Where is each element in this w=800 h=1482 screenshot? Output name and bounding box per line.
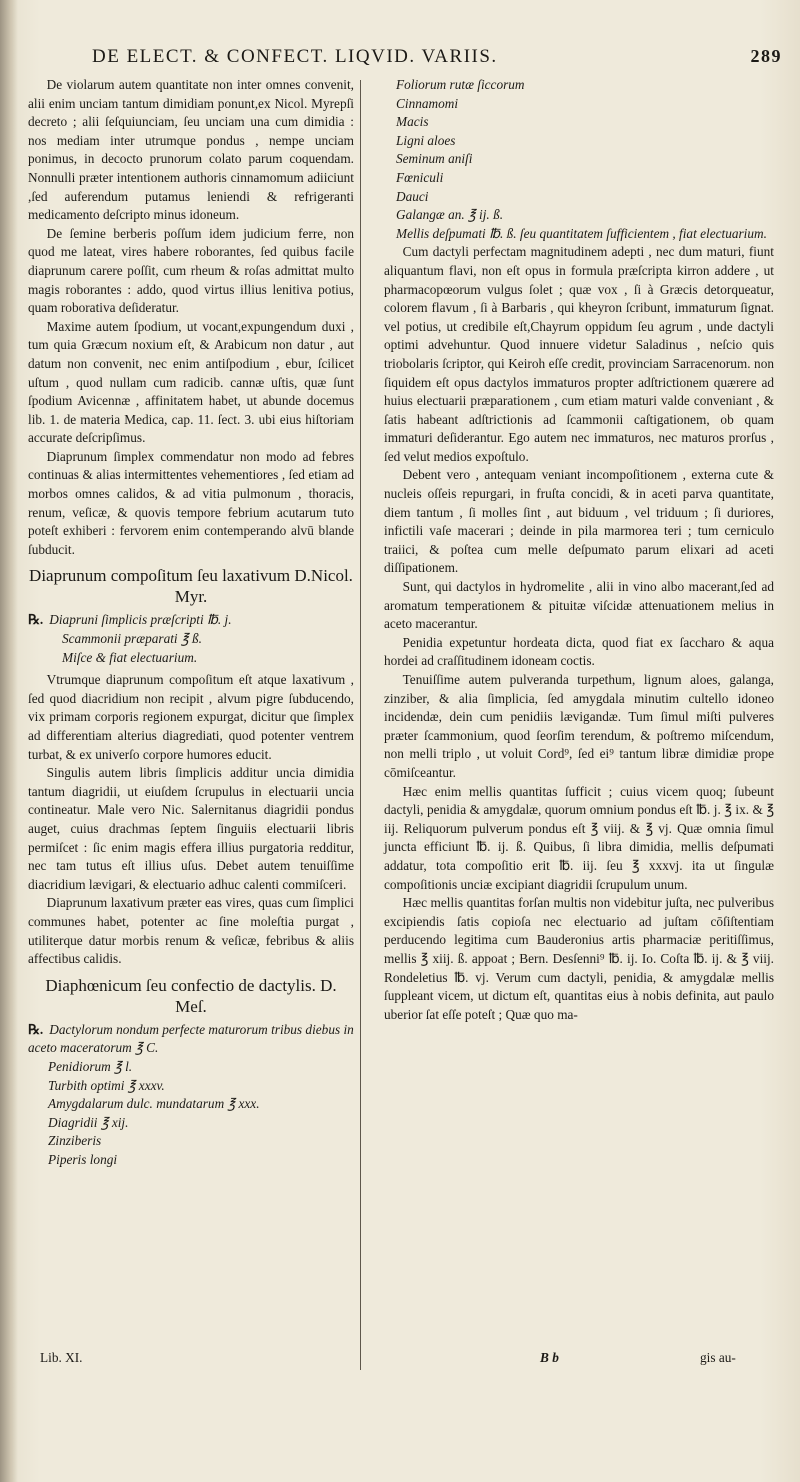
catchword-book: Lib. XI. bbox=[40, 1350, 83, 1365]
page-number: 289 bbox=[750, 46, 782, 66]
ingredient-line: Galangæ an. ℥ ij. ß. bbox=[396, 207, 504, 223]
signature-mark: B b bbox=[540, 1350, 559, 1365]
paragraph: Penidia expetuntur hordeata dicta, quod fiat ex ſaccharo & aqua hordei ad craſſitudinem idoneam coctis. bbox=[384, 634, 774, 669]
recipe-line: Turbith optimi ℥ xxxv. bbox=[48, 1077, 165, 1093]
recipe-line: Scammonii præparati ℥ ß. bbox=[62, 631, 202, 647]
recipe-line: Piperis longi bbox=[48, 1151, 118, 1167]
paragraph: Hæc mellis quantitas forſan multis non videbitur juſta, nec pulveribus excipiendis ſatis copioſa nec electuario ad juſtam cōſiſtentiam perducendo legitima cum Bauderonius artis pharmaciæ peritiſſimus, mellis ℥ xiij. ß. appoat ; Bern. Desſenni⁹ ℔. ij. Io. Coſta ℔. ij. & ℥ viij. Rondeletius ℔. vj. Verum cum dactyli, penidia, & amygdalæ mellis ſuppleant vicem, ut dictum eſt, quantitas eius à nobis definita, aut paulo uberior ſat eſſe poteſt ; Quæ quo ma- bbox=[384, 895, 774, 1022]
paragraph: Sunt, qui dactylos in hydromelite , alii in vino albo macerant,ſed ad aromatum temperationem & pituitæ viſcidæ attenuationem melius in aceto macerantur. bbox=[384, 579, 774, 632]
recipe-block bbox=[28, 611, 354, 667]
catchword: gis au- bbox=[700, 1350, 736, 1365]
ingredient-line: Dauci bbox=[396, 188, 429, 204]
recipe-text: Dactylorum nondum perfecte maturorum tribus diebus in aceto maceratorum ℥ C. bbox=[28, 1021, 354, 1056]
recipe-line: Miſce & fiat electuarium. bbox=[62, 649, 198, 665]
recipe-line: Diagridii ℥ xij. bbox=[48, 1114, 129, 1130]
paragraph: Vtrumque diaprunum compoſitum eſt atque laxativum , ſed quod diacridium non recipit , alvum pigre ſubducendo, vix primam corporis regionem expurgat, dicitur que ſimplex ad differentiam alterius diagrediati, quod potenter ventrem turbat, & ex univerſo corpore humores educit. bbox=[28, 672, 354, 762]
paragraph: Diaprunum ſimplex commendatur non modo ad febres continuas & alias intermittentes vehementiores , ſed etiam ad morbos omnes calidos, & ad vitia pulmonum , thoracis, renum, veſicæ, & quovis tempore febrium acutarum tuto poteſt exhiberi : fervorem enim contemperando alvū blande ſubducit. bbox=[28, 448, 354, 557]
ingredient-line: Cinnamomi bbox=[396, 95, 459, 111]
paragraph: Hæc enim mellis quantitas ſufficit ; cuius vicem quoq; ſubeunt dactyli, penidia & amygdalæ, quorum omnium pondus eſt ℔. j. ℥ ix. & ℥ iij. Reliquorum pulverum pondus eſt ℥ viij. & ℥ vj. Quæ omnia ſimul juncta efficiunt ℔. ij. ß. Quibus, ſi libra dimidia, mellis deſpumati addatur, tota compoſitio erit ℔. iij. ſeu ℥ xxxvj. ita ut ſingulæ compoſitionis unciæ excipiant diagridii ſcrupulum unum. bbox=[384, 783, 774, 892]
recipe-text: Diapruni ſimplicis præſcripti ℔. j. bbox=[49, 612, 232, 628]
paragraph: Maxime autem ſpodium, ut vocant,expungendum duxi , tum quia Græcum noxium eſt, & Arabicum non datur , aut datum non convenit, nec enim antiſpodium , ebur, ſcilicet uſtum , quod nullam cum radicib. cannæ uſtis, quæ ſunt ſpodium Avicennæ , affinitatem habet, ut abunde docemus lib. 1. de materia Medica, cap. 11. ſect. 3. ubi eius hiſtoriam accurate deſcripſimus. bbox=[28, 318, 354, 446]
ingredient-line: Fœniculi bbox=[396, 169, 444, 185]
left-column bbox=[28, 76, 354, 1173]
column-divider bbox=[360, 80, 361, 1370]
recipe-symbol: ℞. bbox=[28, 1021, 44, 1037]
right-column bbox=[384, 76, 774, 1024]
recipe-line: Zinziberis bbox=[48, 1133, 102, 1149]
paragraph: Tenuiſſime autem pulveranda turpethum, lignum aloes, galanga, zinziber, & alia ſimplicia, ſed amygdala minutim cultello idoneo incidendæ, dein cum penidiis lævigandæ. Tum ſimul miſti pulveres præter ſcammonium, quod ſeorſim terendum, & poſtremo miſcendum, non melli triplo , ut voluit Cord⁹, ſed ei⁹ tantum libræ dimidiæ prope cōmiſceantur. bbox=[384, 672, 774, 780]
recipe-line bbox=[28, 1021, 354, 1058]
recipe-line bbox=[28, 611, 354, 630]
recipe-symbol: ℞. bbox=[28, 612, 44, 628]
running-head bbox=[92, 46, 782, 76]
ingredient-line: Ligni aloes bbox=[396, 132, 456, 148]
ingredient-line: Macis bbox=[396, 114, 429, 130]
ingredient-line: Seminum aniſi bbox=[396, 151, 473, 167]
paragraph: Debent vero , antequam veniant incompoſitionem , externa cute & nucleis oſſeis repurgari, in fruſta concidi, & in aceti parva quantitate, diem tantum , ſi molles ſint , aut biduum , vel triduum ; ſi duriores, infictili vaſe macerari ; deinde in pila marmorea teri ; tum cerniculo traiici, & poſtea cum melle deſpumato parum elixari ad aceti diſſipationem. bbox=[384, 467, 774, 576]
recipe-line: Penidiorum ℥ l. bbox=[48, 1058, 133, 1074]
paragraph: Diaprunum laxativum præter eas vires, quas cum ſimplici communes habet, potenter ac ſine moleſtia purgat , utiliterque datur morbis renum & veſicæ, febribus & aliis affectibus calidis. bbox=[28, 895, 354, 967]
section-heading: Diaphœnicum ſeu confectio de dactylis. D. Meſ. bbox=[45, 975, 337, 1016]
ingredient-list bbox=[384, 76, 774, 243]
ingredient-line: Mellis deſpumati ℔. ß. ſeu quantitatem ſufficientem , fiat electuarium. bbox=[396, 225, 767, 241]
ingredient-line: Foliorum rutæ ſiccorum bbox=[396, 77, 525, 92]
recipe-line: Amygdalarum dulc. mundatarum ℥ xxx. bbox=[48, 1096, 260, 1112]
paragraph: Cum dactyli perfectam magnitudinem adepti , nec dum maturi, fiunt aliquantum flavi, non eſt opus in formula præſcripta kirron addere , ut pharmacopœorum vulgus ſolet ; quæ vox , ſi à Græcis detorqueatur, colorem flavum , ſi à Barbaris , qui kheyron ſcribunt, immaturum ſignat. vel potius, ut credibile eſt,Chayrum oppidum ſeu agrum , unde dactyli optimi advehuntur. Quod innuere videtur Saladinus , neſcio quis triobolaris ſcriptor, qui Keiroh eſſe credit, provinciam Sarracenorum. non ſiquidem eſt opus dactylos immaturos propter adſtrictionem quærere ad huius electuarii præparationem , cum etiam maturi valde conveniant , & ſatis habeant adſtrictionis ad ſcammonii caſtigationem, ob quam immaturi deſiderantur. Ego autem nec immaturos, nec maturos prorſus , ſed velut medios expoſtulo. bbox=[384, 244, 774, 464]
paragraph: De violarum autem quantitate non inter omnes convenit, alii enim unciam tantum dimidiam ponunt,ex Nicol. Myrepſi decreto ; alii ſeſquiunciam, ſeu unciam una cum dimidia : nos mediam inter utrumque pondus , nempe unciam ponimus, in decocto prunorum colato parum coquendam. Nonnulli præter intentionem authoris cinnamomum adiiciunt ,ſed auferendum putamus leniendi & refrigeranti medicamento deſcripto minus idoneum. bbox=[28, 77, 354, 223]
recipe-block bbox=[28, 1021, 354, 1170]
section-heading: Diaprunum compoſitum ſeu laxativum D.Nicol. Myr. bbox=[29, 566, 353, 607]
running-head-title: DE ELECT. & CONFECT. LIQVID. VARIIS. bbox=[92, 46, 498, 67]
paragraph: Singulis autem libris ſimplicis additur uncia dimidia tantum diagridii, ut eiuſdem ſcrupulus in electuarii uncia contineatur. Male vero Nic. Salernitanus diagridii pondus auget, cuius drachmas ſeptem ſinguiis electuarii libris permiſcet : ſic enim magis effera illius purgatoria redditur, nec tam tutus eſt illius uſus. Debet autem tenuiſſime diacridium lævigari, & electuario adhuc calenti commiſceri. bbox=[28, 765, 354, 892]
book-spine-shadow bbox=[0, 0, 18, 1482]
paragraph: De ſemine berberis poſſum idem judicium ferre, non quod me lateat, vires habere roborantes, ſed quibus facile diaprunum carere poſſit, cum rheum & roſas admittat multo magis roborantes : addo, quod virtus illius lenitiva potius, quam roborativa deſideratur. bbox=[28, 225, 354, 316]
